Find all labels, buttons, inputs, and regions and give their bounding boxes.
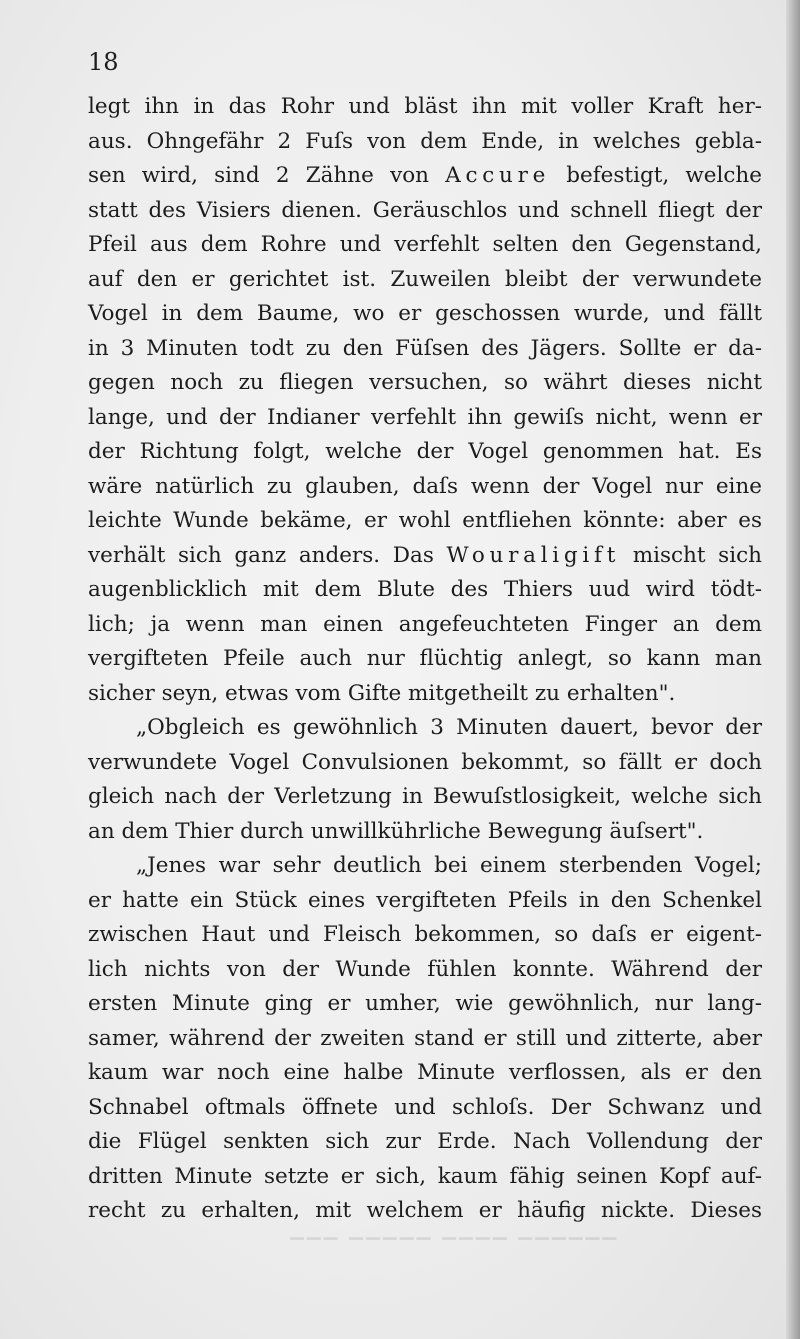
- text-line: wäre natürlich zu glauben, daſs wenn der Vogel nur eine: [88, 473, 762, 499]
- text-line: [88, 539, 762, 574]
- text-line: „Jenes war sehr deutlich bei einem sterbenden Vogel;: [136, 853, 762, 878]
- text-line: ersten Minute ging er umher, wie gewöhnlich, nur lang-: [88, 991, 762, 1016]
- text-line: statt des Visiers dienen. Geräuschlos und schnell fliegt der: [88, 197, 762, 223]
- text-line-part: mischt sich: [620, 542, 762, 568]
- text-line: recht zu erhalten, mit welchem er häufig nickte. Dieses: [88, 1198, 762, 1223]
- text-line: gegen noch zu fliegen versuchen, so währt dieses nicht: [88, 370, 762, 395]
- text-line: auf den er gerichtet ist. Zuweilen bleibt der verwundete: [88, 266, 762, 292]
- text-line: kaum war noch eine halbe Minute verflossen, als er den: [88, 1060, 762, 1085]
- text-line: in 3 Minuten todt zu den Füſsen des Jägers. Sollte er da-: [88, 335, 762, 361]
- text-line: lange, und der Indianer verfehlt ihn gewiſs nicht, wenn er: [88, 404, 762, 430]
- text-line: gleich nach der Verletzung in Bewuſstlosigkeit, welche sich: [88, 784, 762, 809]
- text-line: dritten Minute setzte er sich, kaum fähig seinen Kopf auf-: [88, 1163, 762, 1189]
- text-line: „Obgleich es gewöhnlich 3 Minuten dauert, bevor der: [136, 715, 762, 740]
- text-line: vergifteten Pfeile auch nur flüchtig anlegt, so kann man: [88, 646, 762, 671]
- text-line-part: befestigt, welche: [550, 163, 762, 188]
- text-line: sicher seyn, etwas vom Gifte mitgetheilt zu erhalten".: [88, 680, 676, 706]
- text-line: lich; ja wenn man einen angefeuchteten Finger an dem: [88, 611, 762, 637]
- text-line-part: verhält sich ganz anders. Das: [88, 542, 447, 568]
- page-edge-shadow: [786, 0, 800, 1339]
- text-line: lich nichts von der Wunde fühlen konnte. Während der: [88, 956, 762, 982]
- text-line: leichte Wunde bekäme, er wohl entfliehen könnte: aber es: [88, 508, 762, 533]
- text-line: [88, 159, 762, 194]
- text-line: samer, während der zweiten stand er still und zitterte, aber: [88, 1025, 762, 1051]
- spaced-term: Accure: [445, 163, 551, 188]
- text-line: Schnabel oftmals öffnete und schloſs. Der Schwanz und: [88, 1094, 762, 1120]
- text-line: er hatte ein Stück eines vergifteten Pfeils in den Schenkel: [88, 887, 762, 913]
- text-line: verwundete Vogel Convulsionen bekommt, so fällt er doch: [88, 749, 762, 775]
- spaced-term: Wouraligift: [446, 542, 621, 568]
- text-line: Pfeil aus dem Rohre und verfehlt selten den Gegenstand,: [88, 232, 762, 257]
- text-line: augenblicklich mit dem Blute des Thiers uud wird tödt-: [88, 577, 762, 602]
- text-line: an dem Thier durch unwillkührliche Bewegung äuſsert".: [88, 818, 704, 844]
- text-line: Vogel in dem Baume, wo er geschossen wurde, und fällt: [88, 301, 762, 326]
- text-line: der Richtung folgt, welche der Vogel genommen hat. Es: [88, 439, 762, 464]
- text-line: aus. Ohngefähr 2 Fuſs von dem Ende, in welches gebla-: [88, 128, 762, 154]
- page-number: 18: [88, 48, 119, 76]
- text-line: zwischen Haut und Fleisch bekommen, so daſs er eigent-: [88, 922, 762, 947]
- text-line: die Flügel senkten sich zur Erde. Nach Vollendung der: [88, 1129, 762, 1154]
- body-text: [88, 90, 762, 1229]
- show-through-text: ▔▔▔ ▔▔▔▔▔ ▔▔▔▔ ▔▔▔▔▔▔: [290, 1238, 620, 1259]
- text-line: legt ihn in das Rohr und bläst ihn mit voller Kraft her-: [88, 94, 762, 119]
- text-line-part: sen wird, sind 2 Zähne von: [88, 163, 446, 188]
